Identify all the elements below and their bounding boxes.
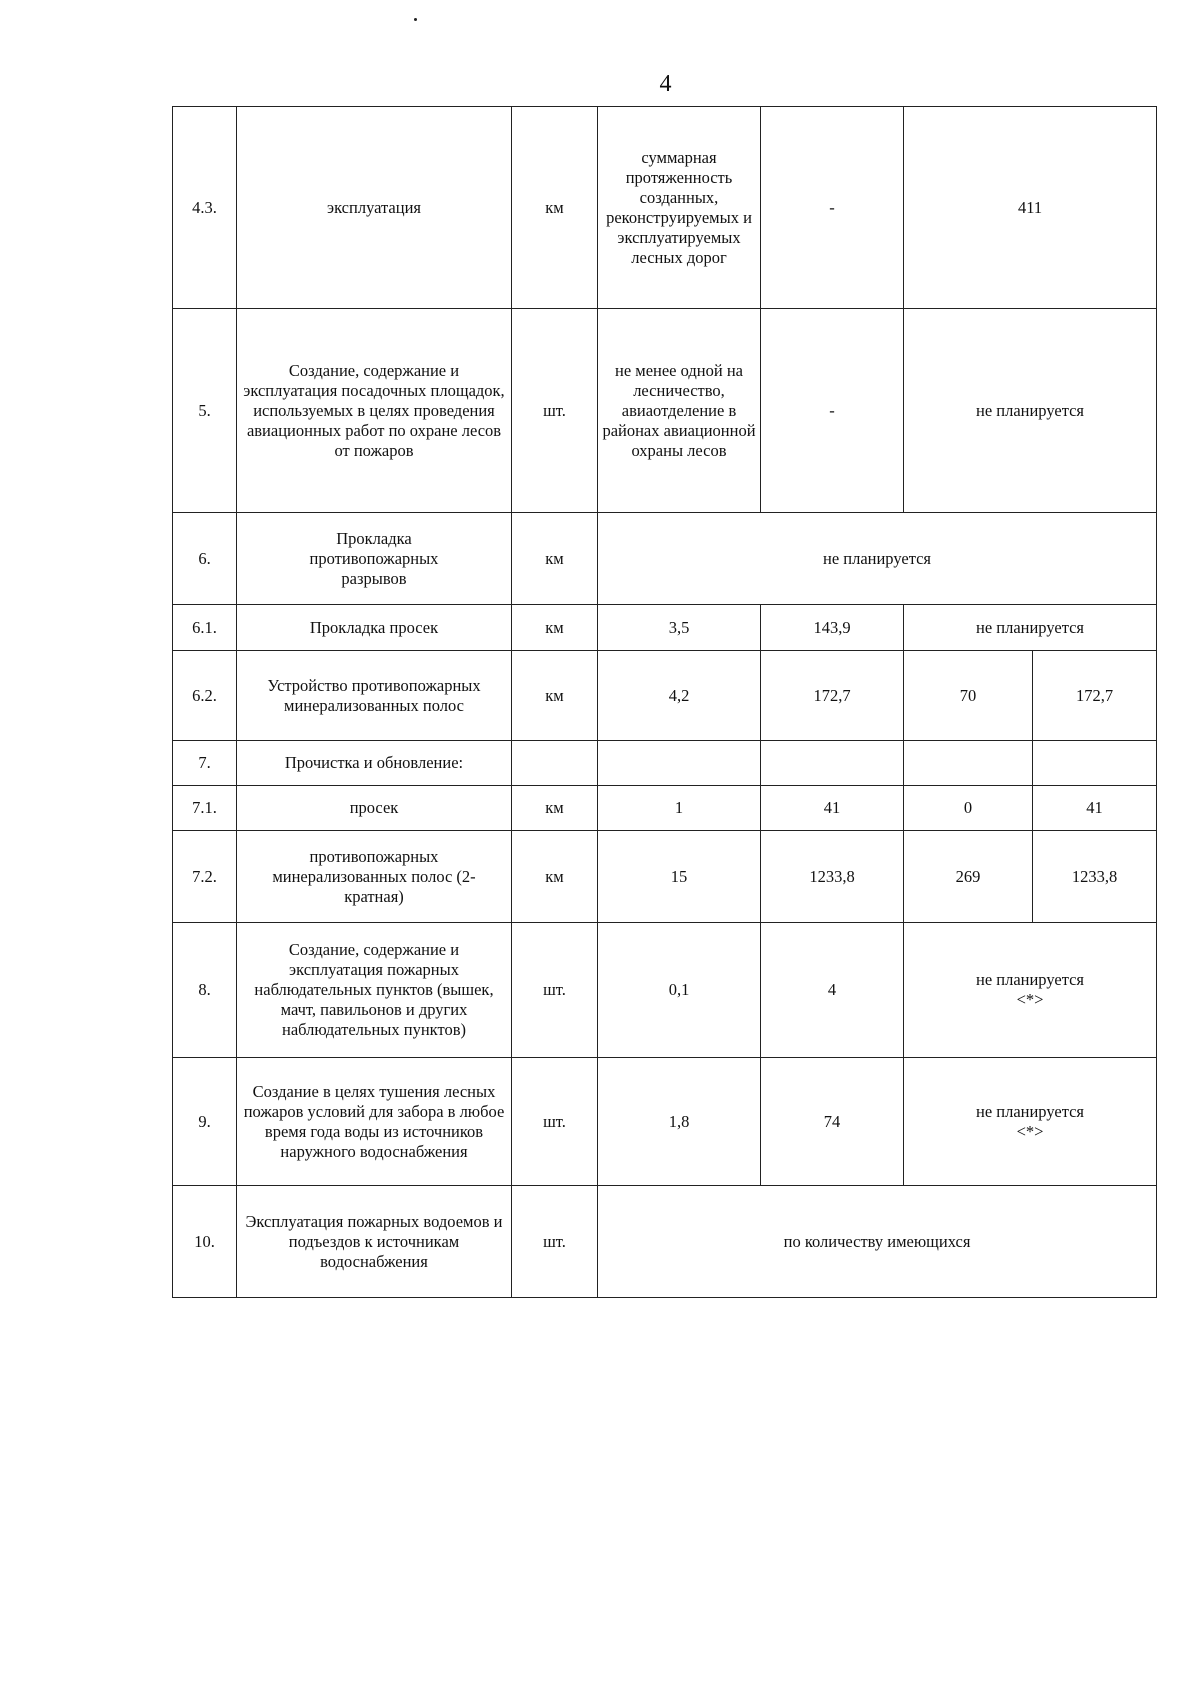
work-name: Прочистка и обновление: [237, 741, 512, 786]
merged-value-cell: по количеству имеющихся [598, 1186, 1157, 1298]
value-cell: 269 [904, 831, 1033, 923]
table-row-4-3 [173, 107, 1157, 309]
table-row-7 [173, 741, 1157, 786]
norm-cell: 1 [598, 786, 761, 831]
row-number: 4.3. [173, 107, 237, 309]
row-number: 8. [173, 923, 237, 1058]
value-cell: не планируется [904, 309, 1157, 513]
value-cell [904, 741, 1033, 786]
row-number: 7.2. [173, 831, 237, 923]
value-cell: 41 [1033, 786, 1157, 831]
value-cell: 172,7 [761, 651, 904, 741]
value-cell [761, 741, 904, 786]
value-cell: 1233,8 [1033, 831, 1157, 923]
value-line: не планируется [975, 1101, 1085, 1121]
work-name: эксплуатация [237, 107, 512, 309]
table-row-7-1 [173, 786, 1157, 831]
table-row-6-1 [173, 605, 1157, 651]
scan-dot [414, 18, 417, 21]
work-name: Устройство противопожарных минерализованных полос [237, 651, 512, 741]
footnote-mark: <*> [1016, 1121, 1044, 1141]
unit-cell: км [512, 513, 598, 605]
unit-cell: км [512, 605, 598, 651]
work-name: Прокладка просек [237, 605, 512, 651]
unit-cell: шт. [512, 309, 598, 513]
unit-cell: шт. [512, 1186, 598, 1298]
unit-cell: шт. [512, 923, 598, 1058]
value-cell: 41 [761, 786, 904, 831]
unit-cell: км [512, 786, 598, 831]
row-number: 6. [173, 513, 237, 605]
row-number: 7. [173, 741, 237, 786]
value-cell: 172,7 [1033, 651, 1157, 741]
norm-cell: не менее одной на лесничество, авиаотделение в районах авиационной охраны лесов [598, 309, 761, 513]
norm-cell: 4,2 [598, 651, 761, 741]
norm-cell: 0,1 [598, 923, 761, 1058]
table-row-6 [173, 513, 1157, 605]
norm-cell: 15 [598, 831, 761, 923]
unit-cell: км [512, 107, 598, 309]
footnote-mark: <*> [1016, 990, 1044, 1009]
work-name: Эксплуатация пожарных водоемов и подъездов к источникам водоснабжения [237, 1186, 512, 1298]
fire-protection-table [172, 106, 1157, 1298]
merged-value-cell: не планируется [598, 513, 1157, 605]
table-row-9 [173, 1058, 1157, 1186]
table-row-10 [173, 1186, 1157, 1298]
unit-cell: шт. [512, 1058, 598, 1186]
work-name: Создание в целях тушения лесных пожаров условий для забора в любое время года воды из источников наружного водоснабжения [237, 1058, 512, 1186]
work-name: просек [237, 786, 512, 831]
table-row-7-2 [173, 831, 1157, 923]
unit-cell: км [512, 651, 598, 741]
unit-cell: км [512, 831, 598, 923]
value-cell [904, 1058, 1157, 1186]
work-name: противопожарных минерализованных полос (2-кратная) [237, 831, 512, 923]
value-cell [904, 923, 1157, 1058]
work-name: Создание, содержание и эксплуатация пожарных наблюдательных пунктов (вышек, мачт, павильонов и других наблюдательных пунктов) [237, 923, 512, 1058]
value-cell [1033, 741, 1157, 786]
value-line: не планируется [975, 970, 1085, 989]
value-cell: 143,9 [761, 605, 904, 651]
value-cell: 4 [761, 923, 904, 1058]
row-number: 6.2. [173, 651, 237, 741]
row-number: 9. [173, 1058, 237, 1186]
work-name: Прокладка противопожарных разрывов [237, 513, 512, 605]
table-row-6-2 [173, 651, 1157, 741]
value-cell: 411 [904, 107, 1157, 309]
page-number: 4 [659, 71, 672, 97]
row-number: 10. [173, 1186, 237, 1298]
row-number: 5. [173, 309, 237, 513]
value-cell: 0 [904, 786, 1033, 831]
row-number: 6.1. [173, 605, 237, 651]
value-cell: 74 [761, 1058, 904, 1186]
value-cell: - [761, 309, 904, 513]
value-cell: - [761, 107, 904, 309]
norm-cell: 1,8 [598, 1058, 761, 1186]
table-row-8 [173, 923, 1157, 1058]
value-cell: 70 [904, 651, 1033, 741]
norm-cell [598, 741, 761, 786]
value-cell: не планируется [904, 605, 1157, 651]
work-name: Создание, содержание и эксплуатация посадочных площадок, используемых в целях проведения авиационных работ по охране лесов от пожаров [237, 309, 512, 513]
value-cell: 1233,8 [761, 831, 904, 923]
table-row-5 [173, 309, 1157, 513]
row-number: 7.1. [173, 786, 237, 831]
unit-cell [512, 741, 598, 786]
norm-cell: суммарная протяженность созданных, реконструируемых и эксплуатируемых лесных дорог [598, 107, 761, 309]
norm-cell: 3,5 [598, 605, 761, 651]
